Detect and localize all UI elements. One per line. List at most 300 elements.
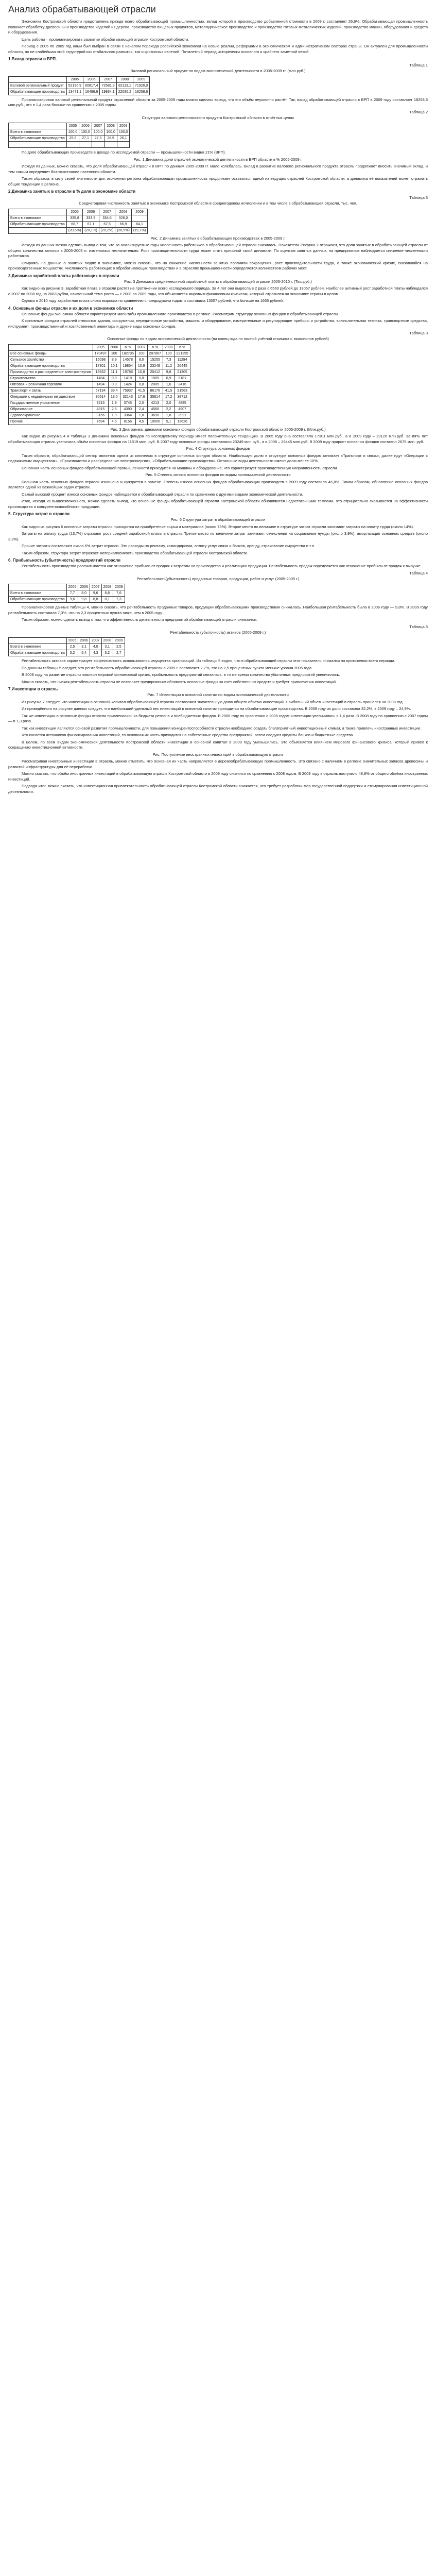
table-row bbox=[9, 227, 148, 233]
table-cell: 2005 bbox=[66, 209, 83, 215]
table-cell: 26,9 bbox=[104, 135, 117, 142]
table-cell bbox=[9, 227, 67, 233]
table-caption: Рентабельность(убыточность) проданных товаров, продукции, работ и услуг (2005-2009 г.) bbox=[136, 576, 300, 581]
table-cell: 1905 bbox=[147, 375, 163, 381]
table-cell: 75937 bbox=[120, 387, 135, 394]
table-cell: 2,0 bbox=[135, 400, 147, 406]
table-cell: 14578 bbox=[120, 357, 135, 363]
table-cell bbox=[117, 142, 130, 148]
table-cell bbox=[92, 142, 104, 148]
section-heading: 6. Прибыльность (убыточность) предприятий отрасли bbox=[8, 558, 121, 563]
section-heading: 4. Основные фонды отрасли и их доля в экономике области bbox=[8, 306, 133, 311]
table-row bbox=[9, 369, 190, 375]
table-cell: 2006 bbox=[78, 638, 90, 644]
table-cell: 100,0 bbox=[104, 129, 117, 135]
table-cell: 100,0 bbox=[66, 129, 79, 135]
table-row bbox=[9, 406, 190, 412]
table-cell: 2005 bbox=[66, 638, 78, 644]
document bbox=[0, 0, 436, 817]
table-cell: 100,0 bbox=[92, 129, 104, 135]
table-cell: 7,3 bbox=[163, 357, 175, 363]
table-cell: 2,2 bbox=[163, 406, 175, 412]
table-cell: 182795 bbox=[120, 350, 135, 357]
table-row bbox=[9, 375, 190, 381]
table-header-row bbox=[9, 344, 190, 350]
table-cell: Обрабатывающие производства bbox=[9, 363, 93, 369]
table-cell: 2008 bbox=[101, 584, 113, 590]
table-caption: Валовой региональный продукт по видам экономической деятельности в 2005-2009 гг. (млн.руб.) bbox=[130, 69, 306, 73]
table-cell: 10,8 bbox=[135, 369, 147, 375]
body-paragraph: Подводя итог, можно сказать, что инвестиционная привлекательность обрабатывающей отрасли Костромской области снижается, что требует разработки мер государственной поддержки и стимулирования инвестиционной деятельности. bbox=[8, 784, 428, 794]
table-cell bbox=[104, 142, 117, 148]
table-cell bbox=[66, 142, 79, 148]
table-cell: 2007 bbox=[135, 344, 147, 350]
body-paragraph: Можно сказать, что низкая рентабельность отрасли не позволяет предприятиям обновлять основные фонды за счёт собственных средств и требует привлечения инвестиций. bbox=[22, 679, 337, 684]
table-caption: Рентабельность (убыточность) активов (2005-2009 г.) bbox=[170, 630, 266, 635]
data-table bbox=[8, 344, 190, 425]
table-number: Таблица 1 bbox=[409, 63, 428, 67]
table-row bbox=[9, 221, 148, 227]
body-paragraph: Таким образом, структура затрат отражает материалоёмкость производства обрабатывающей отрасли Костромской области. bbox=[22, 550, 249, 555]
table-cell: 30614 bbox=[93, 394, 108, 400]
table-cell: 207867 bbox=[147, 350, 163, 357]
body-paragraph: Как видно из рисунка 4 и таблицы 3 динамика основных фондов по исследуемому периоду имеет положительную тенденцию. В 2005 году она составляла 17301 млн.руб., а в 2009 году – 29120 млн.руб. За пять лет обрабатывающая отрасль увеличила объём основных фондов на 11819 млн. руб. В 2007 году основные фонды составляли 23249 млн.руб., а в 2008 – 26445 млн.руб. В 2009 году прирост основных фондов составил 2675 млн. руб. bbox=[8, 434, 428, 444]
table-cell: 2009 bbox=[113, 638, 125, 644]
table-header-row bbox=[9, 584, 125, 590]
table-header-row bbox=[9, 209, 148, 215]
body-paragraph: Так как инвестиции являются основой развития промышленности, для повышения конкурентоспособности отрасли необходимо создать благоприятный инвестиционный климат, а также привлечь иностранные инвестиции. bbox=[22, 725, 421, 731]
table-cell: 11,1 bbox=[108, 369, 120, 375]
body-paragraph: Рентабельность производства рассчитывается как отношение прибыли от продаж к затратам на производство и реализацию продукции. Рентабельность продаж определяется как отношение прибыли от продаж к выручке. bbox=[22, 564, 422, 568]
table-row bbox=[9, 400, 190, 406]
table-cell: Обрабатывающие производства bbox=[9, 135, 67, 142]
table-cell: 26,1 bbox=[117, 135, 130, 142]
table-cell: (20,5%) bbox=[66, 227, 83, 233]
table-cell: 2007 bbox=[100, 76, 116, 82]
table-cell bbox=[9, 209, 67, 215]
body-paragraph: Как видно на рисунке 3, заработная плата в отрасли растёт на протяжении всего исследуемого периода. За 4 лет она выросла в 2 раза с 6560 рублей до 13057 рублей. Наиболее активный рост заработной платы наблюдался с 2007 по 2008 год на 2683 рубля, наименьший темп роста — с 2008 по 2009 годы, что объясняется мировым финансовым кризисом, который отразился на экономике страны в целом. bbox=[8, 286, 428, 296]
table-cell: 17,6 bbox=[135, 394, 147, 400]
body-paragraph: В целом, по всем видам экономической деятельности Костромской области инвестиции в основной капитал в 2009 году уменьшились. Это объясняется влиянием мирового финансового кризиса, который привёл к сокращению инвестиционной активности. bbox=[8, 739, 428, 750]
table-cell: 4315 bbox=[93, 406, 108, 412]
table-cell: 16486,6 bbox=[83, 89, 100, 95]
table-row bbox=[9, 82, 150, 89]
table-cell: 8,8 bbox=[90, 597, 101, 603]
table-cell: 4907 bbox=[175, 406, 190, 412]
table-cell: 8,8 bbox=[101, 590, 113, 597]
table-cell: 1,8 bbox=[163, 412, 175, 418]
table-cell: Транспорт и связь bbox=[9, 387, 93, 394]
table-cell: Всего в экономике bbox=[9, 644, 67, 650]
table-number: Таблица 3 bbox=[409, 195, 428, 200]
table-cell: 82113,1 bbox=[116, 82, 133, 89]
table-cell: 2009 bbox=[117, 123, 130, 129]
table-cell: 2006 bbox=[108, 344, 120, 350]
section-heading: 5. Структура затрат в отрасли bbox=[8, 512, 70, 516]
table-cell: 170497 bbox=[93, 350, 108, 357]
body-paragraph: По данным таблицы 5 следует, что рентабельность обрабатывающей отрасли в 2009 г. составляет 2,7%, это на 2,5 процентных пункта меньше уровня 2005 года. bbox=[22, 665, 313, 670]
body-paragraph: Проанализировав валовой региональный продукт отраслевой области за 2005-2009 годы можно сделать вывод, что его объём неуклонно растёт. Так, вклад обрабатывающей отрасли в ВРП в 2009 году составляет 18258,6 млн.руб., что в 1,4 раза больше по сравнению с 2005 годом. bbox=[8, 97, 428, 107]
body-paragraph: Итак, исходя из вышеизложенного, можно сделать вывод, что основные фонды обрабатывающей отрасли Костромской области обновляются недостаточными темпами, что отрицательно сказывается на эффективности производства и конкурентоспособности продукции. bbox=[8, 499, 428, 509]
table-cell: 9,8 bbox=[78, 597, 90, 603]
table-row bbox=[9, 418, 190, 425]
body-paragraph: Однако в 2010 году заработная плата снова выросла по сравнению с предыдущим годом и составила 13057 рублей, что больше на 1665 рублей. bbox=[22, 298, 284, 303]
body-paragraph: Из приведённого на рисунке данных следует, что наибольший удельный вес инвестиций в основной капитал приходится на обрабатывающие производства. В 2008 году их доля составила 32,2%, в 2009 году – 24,9%. bbox=[22, 706, 411, 711]
body-paragraph: Таким образом, можно сделать вывод о том, что эффективность деятельности предприятий обрабатывающей отрасли снижается. bbox=[22, 617, 257, 622]
table-cell: 2,0 bbox=[163, 400, 175, 406]
table-cell: 5,4 bbox=[78, 650, 90, 656]
table-cell: Валовой региональный продукт bbox=[9, 82, 67, 89]
table-cell: 27,1 bbox=[79, 135, 92, 142]
table-cell: 2006 bbox=[79, 123, 92, 129]
table-caption: Структура валового регионального продукта Костромской области в отчётных ценах bbox=[142, 115, 294, 120]
table-row bbox=[9, 644, 125, 650]
data-table bbox=[8, 123, 130, 148]
table-number: Таблица 5 bbox=[409, 624, 428, 629]
table-cell: 3156 bbox=[93, 412, 108, 418]
figure-caption: Рис. 1 Динамика доли отраслей экономической деятельности в ВРП области в % 2005-2009 г. bbox=[133, 157, 303, 162]
table-cell: (20,1%) bbox=[83, 227, 99, 233]
table-cell: 8156 bbox=[120, 418, 135, 425]
body-paragraph: Рассматривая иностранные инвестиции в отрасль, можно отметить, что основная их часть направляется в деревообрабатывающую промышленность. Это связано с наличием в регионе значительных запасов древесины и развитой инфраструктуры для её переработки. bbox=[8, 759, 428, 769]
table-cell: 41,5 bbox=[163, 387, 175, 394]
table-cell: 67,1 bbox=[83, 221, 99, 227]
table-cell: 67,5 bbox=[99, 221, 115, 227]
table-cell: 9,8 bbox=[163, 369, 175, 375]
table-cell: 18258,6 bbox=[133, 89, 150, 95]
table-cell: 22095,2 bbox=[116, 89, 133, 95]
table-cell: 100 bbox=[108, 350, 120, 357]
table-cell: 4,3 bbox=[90, 650, 101, 656]
body-paragraph: Таким образом, в силу своей значимости для экономики региона обрабатывающая промышленность продолжает оставаться одной из ведущих отраслей Костромской области, а динамика её показателей может отражать общие тенденции в регионе. bbox=[8, 176, 428, 187]
table-cell: 5,1 bbox=[163, 418, 175, 425]
table-cell: 15098 bbox=[93, 357, 108, 363]
table-cell: 64,1 bbox=[131, 221, 148, 227]
table-cell: 335,8 bbox=[66, 215, 83, 221]
table-cell: 67194 bbox=[93, 387, 108, 394]
table-cell: Обрабатывающие производства bbox=[9, 221, 67, 227]
table-cell: 8,1 bbox=[101, 597, 113, 603]
table-cell: 2085 bbox=[147, 381, 163, 387]
table-cell: Всего в экономике bbox=[9, 129, 67, 135]
table-cell: 3921 bbox=[175, 412, 190, 418]
table-cell bbox=[9, 638, 67, 644]
table-cell: 2007 bbox=[90, 584, 101, 590]
table-cell: 7,7 bbox=[66, 590, 78, 597]
table-cell: 2,5 bbox=[108, 406, 120, 412]
table-cell: 2,4 bbox=[135, 406, 147, 412]
data-table bbox=[8, 209, 148, 234]
body-paragraph: Основная часть основных фондов обрабатывающей промышленности приходится на машины и оборудование, что характеризует производственную направленность отрасли. bbox=[22, 465, 338, 470]
body-paragraph: Самый высокий процент износа основных фондов наблюдается в обрабатывающей отрасли по сравнению с другими видами экономической деятельности. bbox=[22, 492, 303, 497]
table-cell: Всего в экономике bbox=[9, 590, 67, 597]
table-cell: 4,5 bbox=[108, 418, 120, 425]
table-row bbox=[9, 357, 190, 363]
table-caption: Среднегодовая численность занятых в экономике Костромской области в среднегодовом исчислении и в том числе в обрабатывающей отрасли, тыс. чел. bbox=[79, 201, 357, 206]
table-row bbox=[9, 350, 190, 357]
table-cell: 4390 bbox=[120, 406, 135, 412]
table-cell: 71920,0 bbox=[133, 82, 150, 89]
table-cell: 4885 bbox=[175, 400, 190, 406]
table-cell: 8,0 bbox=[135, 357, 147, 363]
table-cell: 5,2 bbox=[66, 650, 78, 656]
table-cell: 1484 bbox=[93, 375, 108, 381]
table-cell: 2009 bbox=[133, 76, 150, 82]
table-cell: 68,7 bbox=[66, 221, 83, 227]
table-cell: 2416 bbox=[175, 381, 190, 387]
intro-paragraph: Цель работы – проанализировать развитие обрабатывающей отрасли Костромской области. bbox=[22, 37, 189, 42]
table-cell bbox=[9, 76, 67, 82]
table-cell: 1,0 bbox=[163, 381, 175, 387]
table-cell: (20,2%) bbox=[99, 227, 115, 233]
section-heading: 2.Динамика занятых в отрасли в % доля в экономике области bbox=[8, 189, 136, 194]
table-cell: 2009 bbox=[113, 584, 125, 590]
table-row bbox=[9, 650, 125, 656]
section-heading: 1.Вклад отрасли в ВРП. bbox=[8, 57, 57, 61]
intro-paragraph: Экономика Костромской области представлена прежде всего обрабатывающей промышленностью, вклад которой в производство добавленной стоимости в 2009 г. составляет 26,6%. Обрабатывающая промышленность включает обработку древесины и производство изделий из дерева, производство пищевых продуктов, металлургическое производство и производство готовых металлических изделий, производство машин, оборудования и средств и оборудования. bbox=[8, 19, 428, 35]
table-cell: 9,6 bbox=[66, 597, 78, 603]
table-cell: 23249 bbox=[147, 363, 163, 369]
table-cell: 3745 bbox=[120, 400, 135, 406]
table-cell: 4,0 bbox=[90, 644, 101, 650]
table-cell: 35814 bbox=[147, 394, 163, 400]
figure-caption: Рис. 5 Степень износа основных фондов по видам экономической деятельности bbox=[145, 472, 291, 477]
table-row bbox=[9, 142, 130, 148]
table-cell: 32143 bbox=[120, 394, 135, 400]
table-cell: 0,8 bbox=[135, 375, 147, 381]
table-cell: 2008 bbox=[101, 638, 113, 644]
table-cell: 221255 bbox=[175, 350, 190, 357]
section-heading: 7.Инвестиции в отрасль bbox=[8, 687, 58, 691]
figure-caption: Рис. 6 Структура затрат в обрабатывающей отрасли bbox=[170, 517, 266, 522]
table-cell: 60817,4 bbox=[83, 82, 100, 89]
table-cell: Всего в экономике bbox=[9, 215, 67, 221]
table-cell: 4,5 bbox=[135, 418, 147, 425]
table-cell: 39,4 bbox=[108, 387, 120, 394]
table-cell: Образование bbox=[9, 406, 93, 412]
table-cell bbox=[9, 344, 93, 350]
table-cell: 2009 bbox=[131, 209, 148, 215]
table-cell: (20,5%) bbox=[115, 227, 132, 233]
table-cell: (19,7%) bbox=[131, 227, 148, 233]
table-cell: 2,7 bbox=[113, 650, 125, 656]
body-paragraph: Проанализировав данные таблицы 4, можно сказать, что рентабельность проданных товаров, продукции обрабатывающими производствами снижалась. Наибольшая рентабельность была в 2006 году — 9,8%. В 2009 году рентабельность составила 7,3%, что на 2,3 процентных пункта ниже, чем в 2005 году. bbox=[8, 605, 428, 615]
table-row bbox=[9, 381, 190, 387]
table-cell: 3690 bbox=[147, 412, 163, 418]
table-cell: 19934,1 bbox=[100, 89, 116, 95]
table-cell: в % bbox=[147, 344, 163, 350]
table-cell: 100,0 bbox=[117, 129, 130, 135]
table-cell: 2006 bbox=[83, 209, 99, 215]
table-cell: 10,1 bbox=[108, 363, 120, 369]
table-cell: 2008 bbox=[104, 123, 117, 129]
table-cell: 13626 bbox=[175, 418, 190, 425]
table-row bbox=[9, 394, 190, 400]
table-row bbox=[9, 89, 150, 95]
figure-caption: Рис. Поступление иностранных инвестиций в обрабатывающую отрасль bbox=[152, 752, 284, 757]
table-row bbox=[9, 363, 190, 369]
figure-caption: Рис. 7 Инвестиции в основной капитал по видам экономической деятельности bbox=[147, 692, 289, 697]
body-paragraph: Так же инвестиции в основные фонды отрасли привлекались из бюджета региона и внебюджетных фондов. В 2006 году по сравнению с 2005 годом инвестиции увеличились в 1,4 раза. В 2008 году по сравнению с 2007 годом — в 1,3 раза. bbox=[8, 713, 428, 723]
body-paragraph: Из рисунка 7 следует, что инвестиции в основной капитал обрабатывающей отрасли составляют значительную долю общего объёма инвестиций. Наибольший объём инвестиций в отрасль пришёлся на 2008 год. bbox=[22, 699, 404, 704]
table-cell: 333,9 bbox=[83, 215, 99, 221]
table-row bbox=[9, 215, 148, 221]
table-row bbox=[9, 129, 130, 135]
table-cell: 13471,1 bbox=[66, 89, 83, 95]
table-row bbox=[9, 135, 130, 142]
table-cell: Обрабатывающие производства bbox=[9, 597, 67, 603]
body-paragraph: Опираясь на данные о занятых людях в экономике, можно сказать, что на снижение численности занятых повлияли сокращения, рост производительности труда, а также экономический кризис, сказавшийся на производственных мощностях. Численность работающих в обрабатывающих производствах и в отраслях промышленности определяется количеством рабочих мест. bbox=[8, 260, 428, 270]
table-header-row bbox=[9, 123, 130, 129]
table-cell: Государственное управление bbox=[9, 400, 93, 406]
table-cell: Оптовая и розничная торговля bbox=[9, 381, 93, 387]
table-cell: в % bbox=[120, 344, 135, 350]
table-cell: 2008 bbox=[115, 209, 132, 215]
body-paragraph: Как видно из рисунка 6 основные затраты отрасли приходятся на приобретение сырья и материалов (около 73%). Второе место по величине в структуре затрат отрасли занимают затраты на оплату труда (около 14%). bbox=[22, 524, 414, 529]
table-cell: 2007 bbox=[99, 209, 115, 215]
table-cell: 8,9 bbox=[108, 357, 120, 363]
intro-paragraph: Период с 2005 по 2009 год нами был выбран в связи с началом перехода российской экономики на новые реалии, реформами в экономическом и административном секторах страны. Он актуален для промышленности области, но не слабейшая этой структурой как стабильного развития, так и кризисных явлений. Пятилетний период исторически основного и крайнего заметной вехой. bbox=[8, 44, 428, 54]
body-paragraph: По доле обрабатывающих производств в доходе по исследуемой отрасли — промышленности видна 21% (ВРП). bbox=[22, 150, 226, 155]
table-cell: 25,8 bbox=[66, 135, 79, 142]
table-cell: 20412 bbox=[147, 369, 163, 375]
table-cell: 8,0 bbox=[78, 590, 90, 597]
table-cell: 4568 bbox=[147, 406, 163, 412]
table-number: Таблица 4 bbox=[409, 570, 428, 575]
table-cell: 2007 bbox=[92, 123, 104, 129]
body-paragraph: Исходя из данных можно сделать вывод о том, что за анализируемые годы численность работников в обрабатывающей отрасли снизилась. Показатели Рисунка 2 отражают, что доля занятых в обрабатывающей отрасли от общего количества занятых в 2005-2009 гг. изменялась незначительно. Рост производительности труда может стать причиной такой динамики. По оценкам занятых данных, на предприятиях наблюдается снижение численности работников. bbox=[8, 243, 428, 258]
table-cell: 1,9 bbox=[108, 412, 120, 418]
table-cell: Обрабатывающие производства bbox=[9, 650, 67, 656]
table-cell: 11,2 bbox=[163, 363, 175, 369]
figure-caption: Рис. 3 Диаграмма, динамики основных фондов обрабатывающей отрасли Костромской области 2005-2009 г. (Млн.руб.) bbox=[110, 427, 326, 432]
section-heading: 3.Динамика заработной платы работающих в отрасли bbox=[8, 273, 119, 278]
table-cell: 0,9 bbox=[108, 375, 120, 381]
table-cell: 41,5 bbox=[135, 387, 147, 394]
table-cell: 9,6 bbox=[90, 590, 101, 597]
table-cell: 3,1 bbox=[78, 644, 90, 650]
body-paragraph: Большая часть основных фондов отрасли изношена и нуждается в замене. Степень износа основных фондов обрабатывающих производств в 2009 году составила 45,8%. Таким образом, обновление основных фондов является одной из важнейших задач отрасли. bbox=[8, 479, 428, 489]
table-cell bbox=[9, 584, 67, 590]
table-cell: 100 bbox=[163, 350, 175, 357]
table-cell: Все основные фонды bbox=[9, 350, 93, 357]
table-cell: 326,0 bbox=[115, 215, 132, 221]
table-cell: 7,3 bbox=[113, 597, 125, 603]
table-cell: 26445 bbox=[175, 363, 190, 369]
table-cell: 7,6 bbox=[113, 590, 125, 597]
table-cell: 3,1 bbox=[101, 644, 113, 650]
table-cell: Здравоохранение bbox=[9, 412, 93, 418]
table-number: Таблица 2 bbox=[409, 109, 428, 114]
table-cell: 100 bbox=[135, 350, 147, 357]
table-cell: 3215 bbox=[93, 400, 108, 406]
table-caption: Основные фонды по видам экономической деятельности (на конец года по полной учётной стоимости; миллионов рублей) bbox=[107, 336, 329, 341]
table-cell: 11294 bbox=[175, 357, 190, 363]
table-row bbox=[9, 387, 190, 394]
table-cell: 2006 bbox=[83, 76, 100, 82]
table-header-row bbox=[9, 638, 125, 644]
data-table bbox=[8, 584, 125, 603]
table-cell: 0,8 bbox=[135, 381, 147, 387]
table-cell: 2008 bbox=[163, 344, 175, 350]
figure-caption: Рис. 4 Структура основных фондов bbox=[186, 446, 250, 451]
table-cell: 38712 bbox=[175, 394, 190, 400]
table-cell: 2006 bbox=[78, 584, 90, 590]
table-row bbox=[9, 590, 125, 597]
body-paragraph: Таким образом, обрабатывающий сектор является одним из ключевых в структуре основных фондов области. Наибольшую долю в структуре основных фондов занимает «Транспорт и связь», далее идут «Операции с недвижимым имуществом», «Производство и распределение электроэнергии», «Обрабатывающие производства». Остальные виды деятельности имеют долю менее 10%. bbox=[8, 453, 428, 463]
table-cell: Производство и распределение электроэнергии bbox=[9, 369, 93, 375]
table-cell: 0,9 bbox=[163, 375, 175, 381]
table-cell: 27,5 bbox=[92, 135, 104, 142]
table-cell: 19786 bbox=[120, 369, 135, 375]
table-cell: 2,5 bbox=[66, 644, 78, 650]
table-cell: 3,2 bbox=[101, 650, 113, 656]
body-paragraph: В 2008 году на развитие отрасли повлиял мировой финансовый кризис, прибыльность предприятий снизилась, в то же время количество убыточных предприятий увеличилось. bbox=[22, 672, 340, 677]
body-paragraph: Исходя из данных, можно сказать, что доля обрабатывающей отрасли в ВРП по данным 2005-2009 гг. мало колебалась. Вклад в развитие валового регионального продукта отрасль продолжает вносить значимый вклад, и тем самым определяет благосостояние населения области. bbox=[8, 164, 428, 174]
table-cell: 334,5 bbox=[99, 215, 115, 221]
figure-caption: Рис. 3 Динамика среднемесячной заработной платы в обрабатывающей отрасли 2005-2010 г. (Тыс.руб.) bbox=[124, 279, 312, 284]
table-cell: 17301 bbox=[93, 363, 108, 369]
table-cell: 1494 bbox=[93, 381, 108, 387]
table-cell: 2,5 bbox=[113, 644, 125, 650]
table-cell: 0,9 bbox=[108, 381, 120, 387]
table-cell: 21305 bbox=[175, 369, 190, 375]
table-cell: 91563 bbox=[175, 387, 190, 394]
table-cell: 100,0 bbox=[79, 129, 92, 135]
table-cell: 2005 bbox=[93, 344, 108, 350]
table-cell: 10,9 bbox=[135, 363, 147, 369]
table-cell: 1424 bbox=[120, 381, 135, 387]
body-paragraph: Что касается источников финансирования инвестиций, то основная их часть приходится на собственные средства предприятий, затем следуют кредиты банков и бюджетные средства. bbox=[22, 733, 354, 737]
figure-caption: Рис. 2 Динамика занятых в обрабатывающих производствах в 2005-2009 г. bbox=[150, 235, 286, 241]
body-paragraph: К основным фондам отраслей относятся здания, сооружения, передаточные устройства, машины и оборудование, измерительные и регулирующие приборы и устройства, вычислительная техника, транспортные средства, инструмент, производственный и хозяйственный инвентарь и другие виды основных фондов. bbox=[8, 318, 428, 329]
page-title: Анализ обрабатывающей отрасли bbox=[8, 4, 156, 14]
table-cell bbox=[131, 215, 148, 221]
table-cell: 2181 bbox=[175, 375, 190, 381]
table-cell: 2005 bbox=[66, 76, 83, 82]
body-paragraph: Основные фонды экономики области характеризуют масштабы промышленного производства в регионе. Рассмотрим структуру основных фондов в обрабатывающей отрасли. bbox=[22, 311, 339, 316]
table-cell: 4213 bbox=[147, 400, 163, 406]
body-paragraph: Можно сказать, что объём иностранных инвестиций в обрабатывающую отрасль Костромской области в 2009 году снизился по сравнению с 2008 годом. В 2009 году в отрасль поступило 48,8% от общего объёма иностранных инвестиций. bbox=[8, 771, 428, 782]
table-header-row bbox=[9, 76, 150, 82]
table-cell bbox=[9, 142, 67, 148]
table-cell: 19854 bbox=[120, 363, 135, 369]
table-cell: 52196,9 bbox=[66, 82, 83, 89]
table-cell: Сельское хозяйство bbox=[9, 357, 93, 363]
table-cell: в % bbox=[175, 344, 190, 350]
table-cell: 18,0 bbox=[108, 394, 120, 400]
table-cell: 3364 bbox=[120, 412, 135, 418]
table-cell bbox=[79, 142, 92, 148]
body-paragraph: Рентабельность активов характеризует эффективность использования имущества организаций. Из таблицы 5 видно, что в обрабатывающей отрасли этот показатель снижался на протяжении всего периода. bbox=[22, 658, 395, 663]
table-row bbox=[9, 412, 190, 418]
body-paragraph: Прочие затраты составляют около 6% затрат отрасли. Это расходы на рекламу, командировки, оплату услуг связи и банков, аренду, страхование имущества и т.п. bbox=[22, 544, 315, 548]
table-number: Таблица 3 bbox=[409, 331, 428, 335]
table-cell: 10500 bbox=[147, 418, 163, 425]
table-cell: 15255 bbox=[147, 357, 163, 363]
body-paragraph: Затраты на оплату труда (13,7%) отражают рост средней заработной платы в отрасли. Третье место по величине затрат занимают отчисления на социальные нужды (около 3,9%), амортизация основных средств (около 3,2%). bbox=[8, 531, 428, 541]
table-cell: 2007 bbox=[90, 638, 101, 644]
data-table bbox=[8, 637, 125, 656]
table-cell: 7694 bbox=[93, 418, 108, 425]
table-cell: 2005 bbox=[66, 584, 78, 590]
table-cell: 17,2 bbox=[163, 394, 175, 400]
table-cell: 1,9 bbox=[108, 400, 120, 406]
table-cell bbox=[9, 123, 67, 129]
table-cell: 18932 bbox=[93, 369, 108, 375]
table-cell: Прочие bbox=[9, 418, 93, 425]
table-cell: Операции с недвижимым имуществом bbox=[9, 394, 93, 400]
